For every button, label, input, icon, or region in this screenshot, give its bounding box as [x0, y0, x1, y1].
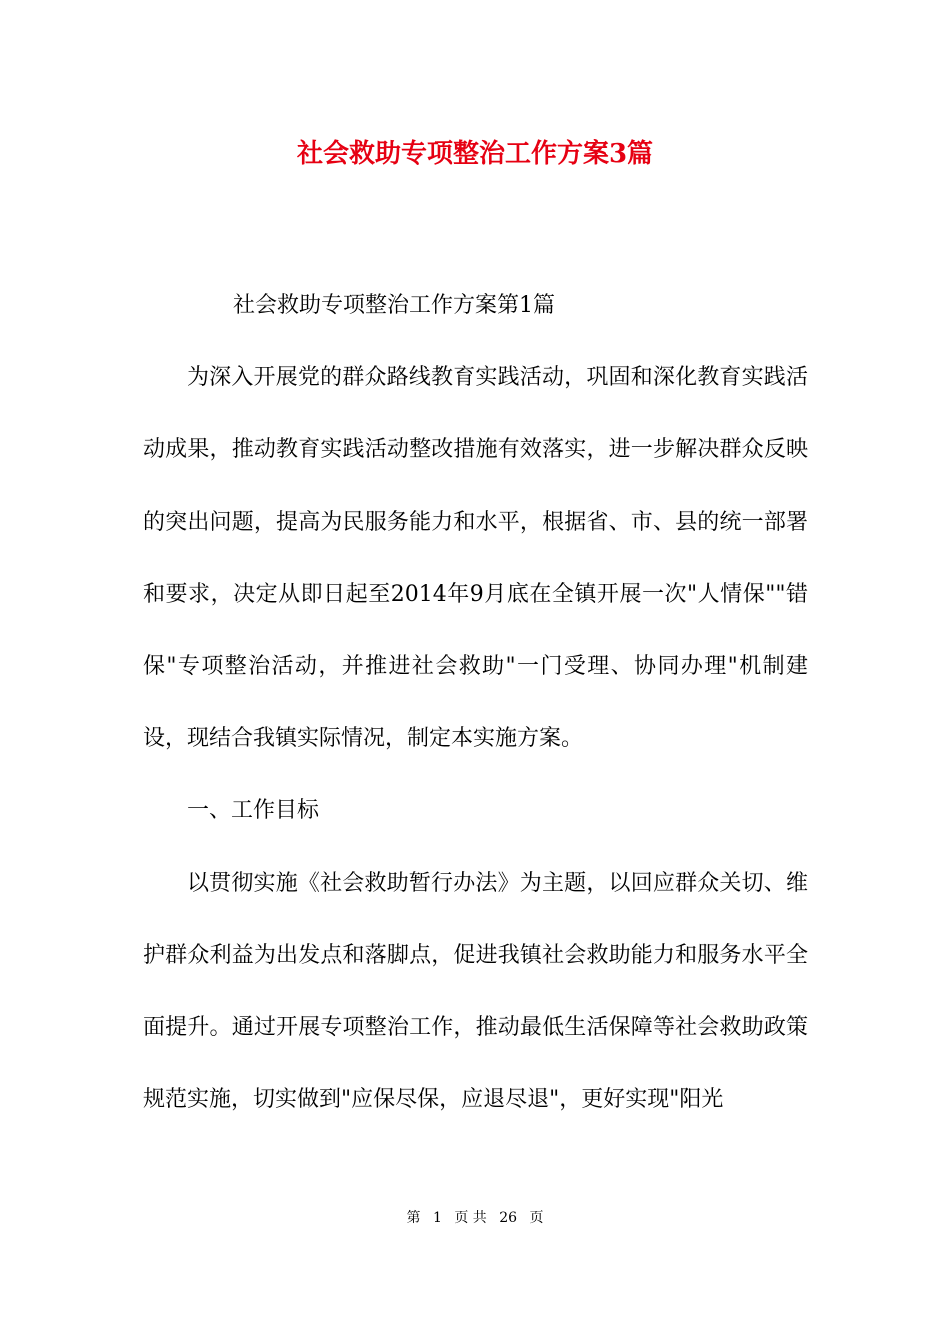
- footer-total-pages: 26: [499, 1210, 518, 1226]
- footer-mid: 页 共: [454, 1210, 487, 1226]
- page-footer: [0, 1208, 950, 1228]
- footer-prefix: 第: [406, 1210, 421, 1226]
- footer-current-page: 1: [432, 1210, 442, 1226]
- paragraph-intro: 为深入开展党的群众路线教育实践活动，巩固和深化教育实践活动成果，推动教育实践活动整改措施有效落实，进一步解决群众反映的突出问题，提高为民服务能力和水平，根据省、市、县的统一部署和要求，决定从即日起至2014年9月底在全镇开展一次"人情保""错保"专项整治活动，并推进社会救助"一门受理、协同办理"机制建设，现结合我镇实际情况，制定本实施方案。: [143, 365, 808, 752]
- document-body: [143, 270, 808, 1136]
- document-subtitle: 社会救助专项整治工作方案第1篇: [233, 293, 555, 318]
- document-title: 社会救助专项整治工作方案3篇: [296, 139, 654, 169]
- section-heading-goals: 一、工作目标: [187, 798, 320, 824]
- paragraph-goals: 以贯彻实施《社会救助暂行办法》为主题，以回应群众关切、维护群众利益为出发点和落脚点，促进我镇社会救助能力和服务水平全面提升。通过开展专项整治工作，推动最低生活保障等社会救助政策规范实施，切实做到"应保尽保，应退尽退"，更好实现"阳光: [143, 870, 808, 1113]
- footer-suffix: 页: [529, 1210, 544, 1226]
